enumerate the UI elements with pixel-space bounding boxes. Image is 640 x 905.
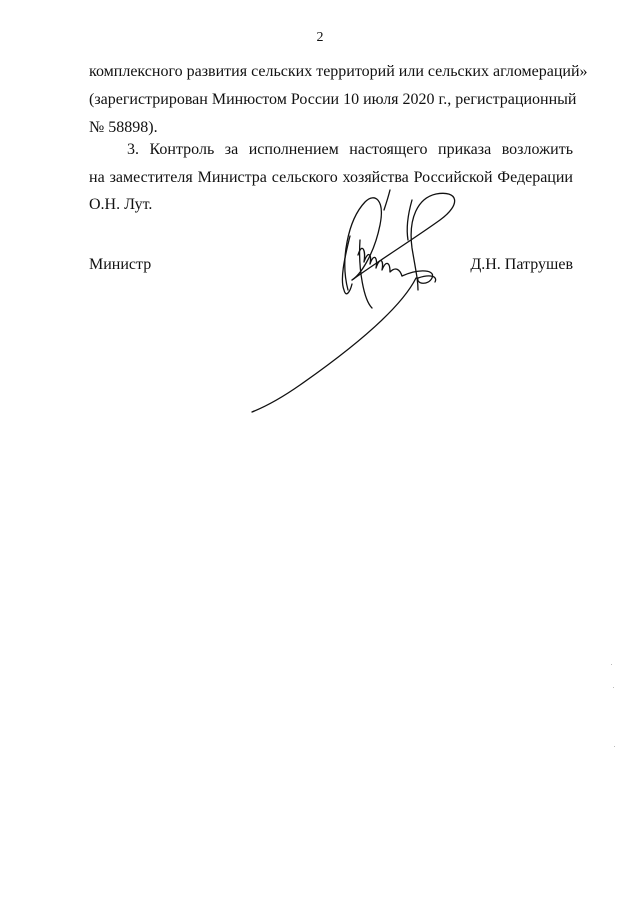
signatory-title: Министр xyxy=(89,256,152,273)
handwritten-signature xyxy=(240,180,480,420)
body-line-6: О.Н. Лут. xyxy=(89,196,153,213)
body-line-2: (зарегистрирован Минюстом России 10 июля 2020 г., регистрационный xyxy=(89,91,577,108)
scan-speck xyxy=(614,746,615,747)
page-number: 2 xyxy=(316,30,324,45)
body-line-1: комплексного развития сельских территорий или сельских агломераций» xyxy=(89,63,588,80)
body-line-4: 3. Контроль за исполнением настоящего приказа возложить xyxy=(127,141,573,158)
scan-speck xyxy=(611,664,612,665)
signatory-name: Д.Н. Патрушев xyxy=(470,256,573,273)
scan-speck xyxy=(613,687,614,688)
body-line-5: на заместителя Министра сельского хозяйства Российской Федерации xyxy=(89,169,573,186)
body-line-3: № 58898). xyxy=(89,119,158,136)
